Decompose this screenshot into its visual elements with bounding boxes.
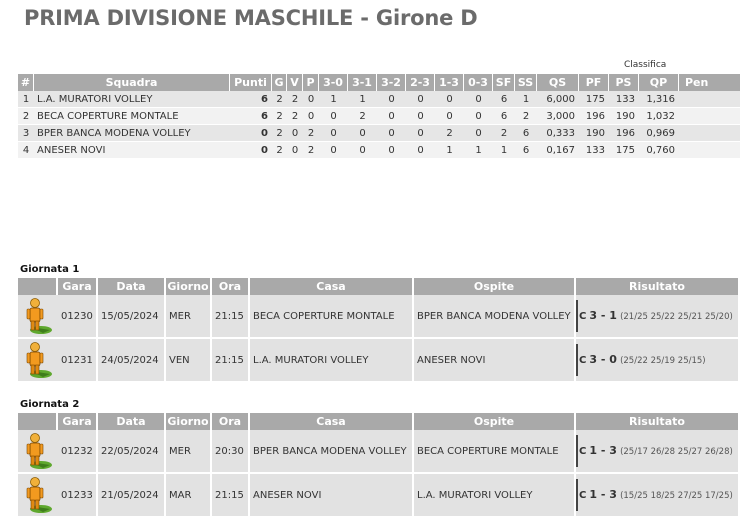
match-result [576, 339, 740, 383]
standings-cell: 1 [18, 91, 34, 108]
col-header: G [272, 74, 287, 91]
match-row[interactable] [18, 430, 740, 474]
result-set-scores: (25/22 25/19 25/15) [620, 356, 706, 366]
away-team[interactable]: BPER BANCA MODENA VOLLEY [414, 295, 576, 339]
match-day: MAR [166, 474, 212, 518]
standings-row [18, 108, 740, 125]
result-divider [576, 435, 578, 467]
standings-cell: 0 [319, 125, 348, 142]
home-team[interactable]: BECA COPERTURE MONTALE [250, 295, 414, 339]
standings-cell: 3,000 [537, 108, 579, 125]
standings-cell: 0 [303, 108, 319, 125]
standings-cell: 1 [348, 91, 377, 108]
standings-row [18, 125, 740, 142]
standings-cell: 1 [493, 142, 515, 159]
standings-cell: 3 [18, 125, 34, 142]
col-header: Data [98, 278, 166, 295]
matches-header-row [18, 413, 740, 430]
standings-cell: 0,760 [639, 142, 679, 159]
standings-cell: 6,000 [537, 91, 579, 108]
team-name[interactable]: ANESER NOVI [34, 142, 230, 159]
match-row[interactable] [18, 474, 740, 518]
match-day: MER [166, 295, 212, 339]
standings-cell: 1,316 [639, 91, 679, 108]
result-score: 1 - 3 [589, 444, 617, 457]
col-header: Gara [58, 413, 98, 430]
standings-cell: 0,167 [537, 142, 579, 159]
standings-cell: 0 [406, 125, 435, 142]
standings-cell: 2 [287, 108, 303, 125]
match-result [576, 430, 740, 474]
col-header: Casa [250, 278, 414, 295]
away-team[interactable]: BECA COPERTURE MONTALE [414, 430, 576, 474]
col-header [18, 413, 58, 430]
result-status: C [579, 311, 587, 322]
standings-cell: 0 [435, 108, 464, 125]
result-set-scores: (15/25 18/25 27/25 17/25) [620, 491, 733, 501]
match-date: 21/05/2024 [98, 474, 166, 518]
standings-cell: 0 [406, 108, 435, 125]
col-header: Gara [58, 278, 98, 295]
match-result [576, 474, 740, 518]
referee-person-icon [23, 297, 53, 335]
result-set-scores: (21/25 25/22 25/21 25/20) [620, 312, 733, 322]
standings-cell: 6 [515, 142, 537, 159]
result-divider [576, 344, 578, 376]
standings-cell: 0 [230, 142, 272, 159]
col-header: Giorno [166, 413, 212, 430]
match-number: 01232 [58, 430, 98, 474]
standings-cell: 0 [464, 91, 493, 108]
page-title: PRIMA DIVISIONE MASCHILE - Girone D [24, 6, 478, 30]
result-status: C [579, 355, 587, 366]
match-result [576, 295, 740, 339]
result-divider [576, 300, 578, 332]
standings-cell: 2 [303, 125, 319, 142]
col-header: Squadra [34, 74, 230, 91]
standings-cell: 0 [435, 91, 464, 108]
standings-cell: 1 [319, 91, 348, 108]
standings-cell: 6 [515, 125, 537, 142]
col-header: QP [639, 74, 679, 91]
standings-cell [679, 142, 740, 159]
standings-cell [679, 108, 740, 125]
match-time: 21:15 [212, 474, 250, 518]
standings-cell: 133 [579, 142, 609, 159]
col-header: 2-3 [406, 74, 435, 91]
standings-cell: 190 [609, 108, 639, 125]
col-header: Data [98, 413, 166, 430]
standings-cell: 2 [272, 142, 287, 159]
standings-row [18, 91, 740, 108]
col-header: Punti [230, 74, 272, 91]
col-header: 0-3 [464, 74, 493, 91]
standings-cell: 0 [464, 108, 493, 125]
match-icon-cell[interactable] [18, 339, 58, 383]
matches-table-round-2 [18, 413, 740, 518]
away-team[interactable]: ANESER NOVI [414, 339, 576, 383]
col-header: SF [493, 74, 515, 91]
standings-cell: 175 [609, 142, 639, 159]
standings-cell: 4 [18, 142, 34, 159]
matches-header-row [18, 278, 740, 295]
standings-cell: 0 [377, 91, 406, 108]
standings-cell: 0,969 [639, 125, 679, 142]
standings-cell: 133 [609, 91, 639, 108]
matches-table-round-1 [18, 278, 740, 383]
match-date: 15/05/2024 [98, 295, 166, 339]
match-day: MER [166, 430, 212, 474]
standings-cell: 2 [435, 125, 464, 142]
standings-cell: 0 [319, 108, 348, 125]
team-name[interactable]: BPER BANCA MODENA VOLLEY [34, 125, 230, 142]
col-header: Ospite [414, 413, 576, 430]
standings-cell: 2 [287, 91, 303, 108]
standings-cell: 0 [377, 125, 406, 142]
col-header [18, 278, 58, 295]
referee-person-icon [23, 341, 53, 379]
result-score: 3 - 0 [589, 353, 617, 366]
standings-cell: 0,333 [537, 125, 579, 142]
standings-cell: 175 [579, 91, 609, 108]
col-header: Ora [212, 413, 250, 430]
col-header: Risultato [576, 413, 740, 430]
col-header: Pen [679, 74, 740, 91]
standings-cell: 2 [272, 125, 287, 142]
standings-row [18, 142, 740, 159]
match-row[interactable] [18, 295, 740, 339]
standings-cell: 6 [493, 91, 515, 108]
standings-cell: 0 [377, 142, 406, 159]
col-header: PF [579, 74, 609, 91]
standings-table [18, 74, 740, 159]
col-header: QS [537, 74, 579, 91]
standings-cell: 0 [464, 125, 493, 142]
standings-cell: 0 [230, 125, 272, 142]
standings-cell: 0 [406, 91, 435, 108]
col-header: Giorno [166, 278, 212, 295]
referee-person-icon [23, 476, 53, 514]
standings-cell: 1 [515, 91, 537, 108]
standings-cell: 2 [348, 108, 377, 125]
match-time: 21:15 [212, 339, 250, 383]
match-date: 22/05/2024 [98, 430, 166, 474]
standings-cell: 0 [348, 142, 377, 159]
match-number: 01231 [58, 339, 98, 383]
standings-cell: 6 [230, 108, 272, 125]
col-header: PS [609, 74, 639, 91]
result-score: 1 - 3 [589, 488, 617, 501]
result-divider [576, 479, 578, 511]
round-title: Giornata 2 [20, 399, 80, 410]
col-header: 1-3 [435, 74, 464, 91]
home-team[interactable]: BPER BANCA MODENA VOLLEY [250, 430, 414, 474]
standings-cell: 2 [272, 108, 287, 125]
standings-cell: 1,032 [639, 108, 679, 125]
round-title: Giornata 1 [20, 264, 80, 275]
col-header: 3-2 [377, 74, 406, 91]
match-number: 01230 [58, 295, 98, 339]
match-date: 24/05/2024 [98, 339, 166, 383]
home-team[interactable]: L.A. MURATORI VOLLEY [250, 339, 414, 383]
home-team[interactable]: ANESER NOVI [250, 474, 414, 518]
standings-cell: 2 [303, 142, 319, 159]
standings-cell [679, 91, 740, 108]
standings-cell: 6 [230, 91, 272, 108]
standings-cell: 0 [303, 91, 319, 108]
standings-header-row [18, 74, 740, 91]
match-icon-cell[interactable] [18, 295, 58, 339]
match-icon-cell[interactable] [18, 430, 58, 474]
standings-cell: 0 [287, 125, 303, 142]
standings-cell: 190 [579, 125, 609, 142]
match-row[interactable] [18, 339, 740, 383]
match-icon-cell[interactable] [18, 474, 58, 518]
standings-cell: 2 [515, 108, 537, 125]
col-header: SS [515, 74, 537, 91]
match-day: VEN [166, 339, 212, 383]
col-header: Ora [212, 278, 250, 295]
team-name[interactable]: BECA COPERTURE MONTALE [34, 108, 230, 125]
standings-cell: 6 [493, 108, 515, 125]
result-status: C [579, 490, 587, 501]
standings-cell: 2 [272, 91, 287, 108]
col-header: 3-1 [348, 74, 377, 91]
standings-cell: 1 [435, 142, 464, 159]
standings-cell [679, 125, 740, 142]
team-name[interactable]: L.A. MURATORI VOLLEY [34, 91, 230, 108]
standings-cell: 2 [493, 125, 515, 142]
standings-cell: 0 [348, 125, 377, 142]
result-set-scores: (25/17 26/28 25/27 26/28) [620, 447, 733, 457]
col-header: Casa [250, 413, 414, 430]
standings-cell: 2 [18, 108, 34, 125]
result-score: 3 - 1 [589, 309, 617, 322]
result-status: C [579, 446, 587, 457]
standings-cell: 1 [464, 142, 493, 159]
standings-cell: 0 [287, 142, 303, 159]
col-header: Risultato [576, 278, 740, 295]
col-header: # [18, 74, 34, 91]
standings-caption: Classifica [624, 60, 667, 70]
standings-cell: 196 [579, 108, 609, 125]
standings-cell: 0 [319, 142, 348, 159]
match-time: 20:30 [212, 430, 250, 474]
standings-cell: 0 [406, 142, 435, 159]
away-team[interactable]: L.A. MURATORI VOLLEY [414, 474, 576, 518]
col-header: Ospite [414, 278, 576, 295]
standings-cell: 0 [377, 108, 406, 125]
col-header: 3-0 [319, 74, 348, 91]
match-time: 21:15 [212, 295, 250, 339]
match-number: 01233 [58, 474, 98, 518]
referee-person-icon [23, 432, 53, 470]
col-header: P [303, 74, 319, 91]
col-header: V [287, 74, 303, 91]
standings-cell: 196 [609, 125, 639, 142]
